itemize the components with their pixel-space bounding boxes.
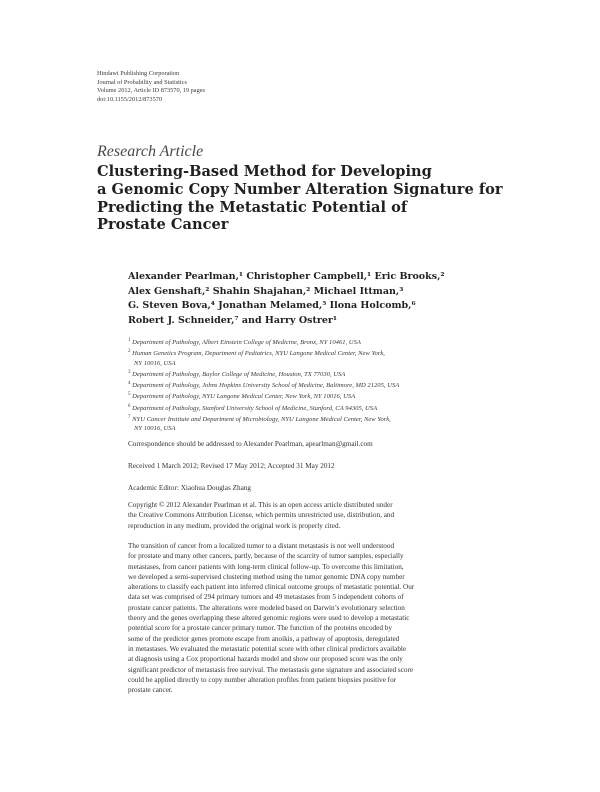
title-line: Prostate Cancer (97, 216, 229, 234)
abstract-line: in metastases. We evaluated the metastatic potential score with other clinical predictors available (128, 644, 407, 653)
affiliation-5: $^5$ Department of Pathology, NYU Langone Medical Center, New York, NY 10016, USA (128, 392, 356, 401)
affiliation-4: $^4$ Department of Pathology, Johns Hopkins University School of Medicine, Baltimore, MD 21205, USA (128, 380, 400, 390)
author-line: G. Steven Bova,⁴ Jonathan Melamed,⁵ Ilona Holcomb,⁶ (128, 300, 416, 312)
abstract-line: could be applied directly to copy number alteration profiles from patient biopsies positive for (128, 675, 397, 684)
title-line: Predicting the Metastatic Potential of (97, 198, 408, 216)
copyright-notice (128, 500, 508, 531)
abstract-line: prostate cancer patients. The alterations were modeled based on Darwin’s evolutionary selection (128, 603, 405, 612)
correspondence: Correspondence should be addressed to Alexander Pearlman, apearlman@gmail.com (128, 440, 373, 448)
affiliation-1: $^1$ Department of Pathology, Albert Einstein College of Medicine, Bronx, NY 10461, USA (128, 338, 361, 347)
author-list (128, 270, 508, 328)
academic-editor: Academic Editor: Xiaohua Douglas Zhang (128, 484, 251, 492)
affiliation-2: $^2$ Human Genetics Program, Department of Pediatrics, NYU Langone Medical Center, New York, (128, 349, 385, 358)
author-line: Alexander Pearlman,¹ Christopher Campbell,¹ Eric Brooks,² (128, 271, 445, 282)
paper-title (97, 163, 503, 234)
abstract-line: some of the predictor genes promote escape from anoikis, a pathway of apoptosis, deregulated (128, 634, 400, 643)
abstract-line: The transition of cancer from a localized tumor to a distant metastasis is not well understood (128, 542, 395, 550)
abstract-line: alterations to classify each patient into inferred clinical outcome groups of metastatic potential. Our (128, 583, 415, 592)
doi[interactable]: doi:10.1155/2012/873570 (97, 95, 163, 103)
abstract-line: data set was comprised of 294 primary tumors and 49 metastases from 5 independent cohorts of (128, 593, 404, 602)
affiliations (128, 336, 508, 433)
abstract-line: for prostate and many other cancers, partly, because of the scarcity of tumor samples, especially (128, 552, 404, 561)
affiliation-6: $^6$ Department of Pathology, Stanford University School of Medicine, Stanford, CA 94305, USA (128, 403, 378, 412)
author-line: Alex Genshaft,² Shahin Shajahan,² Michael Ittman,³ (128, 285, 404, 297)
author-line: Robert J. Schneider,⁷ and Harry Ostrer¹ (128, 314, 338, 326)
title-line: a Genomic Copy Number Alteration Signature for (97, 180, 503, 198)
publication-info (97, 70, 397, 104)
copyright-line: Copyright © 2012 Alexander Pearlman et al. This is an open access article distributed under (128, 501, 393, 509)
abstract-line: at diagnosis using a Cox proportional hazards model and show our proposed score was the only (128, 655, 403, 664)
dates: Received 1 March 2012; Revised 17 May 2012; Accepted 31 May 2012 (128, 462, 335, 470)
copyright-line: the Creative Commons Attribution License, which permits unrestricted use, distribution, and (128, 511, 395, 520)
abstract-line: we developed a semi-supervised clustering method using the tumor genomic DNA copy number (128, 572, 405, 581)
abstract-line: potential score for a prostate cancer primary tumor. The function of the proteins encoded by (128, 624, 392, 633)
abstract-line: theory and the genes overlapping these altered genomic regions were used to develop a metastatic (128, 614, 410, 623)
affiliation-2-cont: NY 10016, USA (134, 359, 176, 367)
affiliation-3: $^3$ Department of Pathology, Baylor College of Medicine, Houston, TX 77030, USA (128, 369, 346, 378)
publisher-name: Hindawi Publishing Corporation (97, 70, 180, 77)
article-type: Research Article (97, 143, 204, 160)
abstract-line: metastases, from cancer patients with long-term clinical follow-up. To overcome this limitation, (128, 562, 404, 571)
abstract-line: prostate cancer. (128, 686, 173, 695)
abstract-line: significant predictor of metastasis free survival. The metastasis gene signature and associated score (128, 665, 414, 674)
affiliation-7-cont: NY 10016, USA (134, 425, 176, 433)
affiliation-7: $^7$ NYU Cancer Institute and Department of Microbiology, NYU Langone Medical Center, New York, (128, 414, 391, 423)
abstract (128, 541, 508, 695)
volume-info: Volume 2012, Article ID 873570, 19 pages (97, 87, 205, 95)
title-line: Clustering-Based Method for Developing (97, 163, 432, 180)
copyright-line: reproduction in any medium, provided the original work is properly cited. (128, 521, 341, 530)
journal-name: Journal of Probability and Statistics (97, 78, 187, 86)
